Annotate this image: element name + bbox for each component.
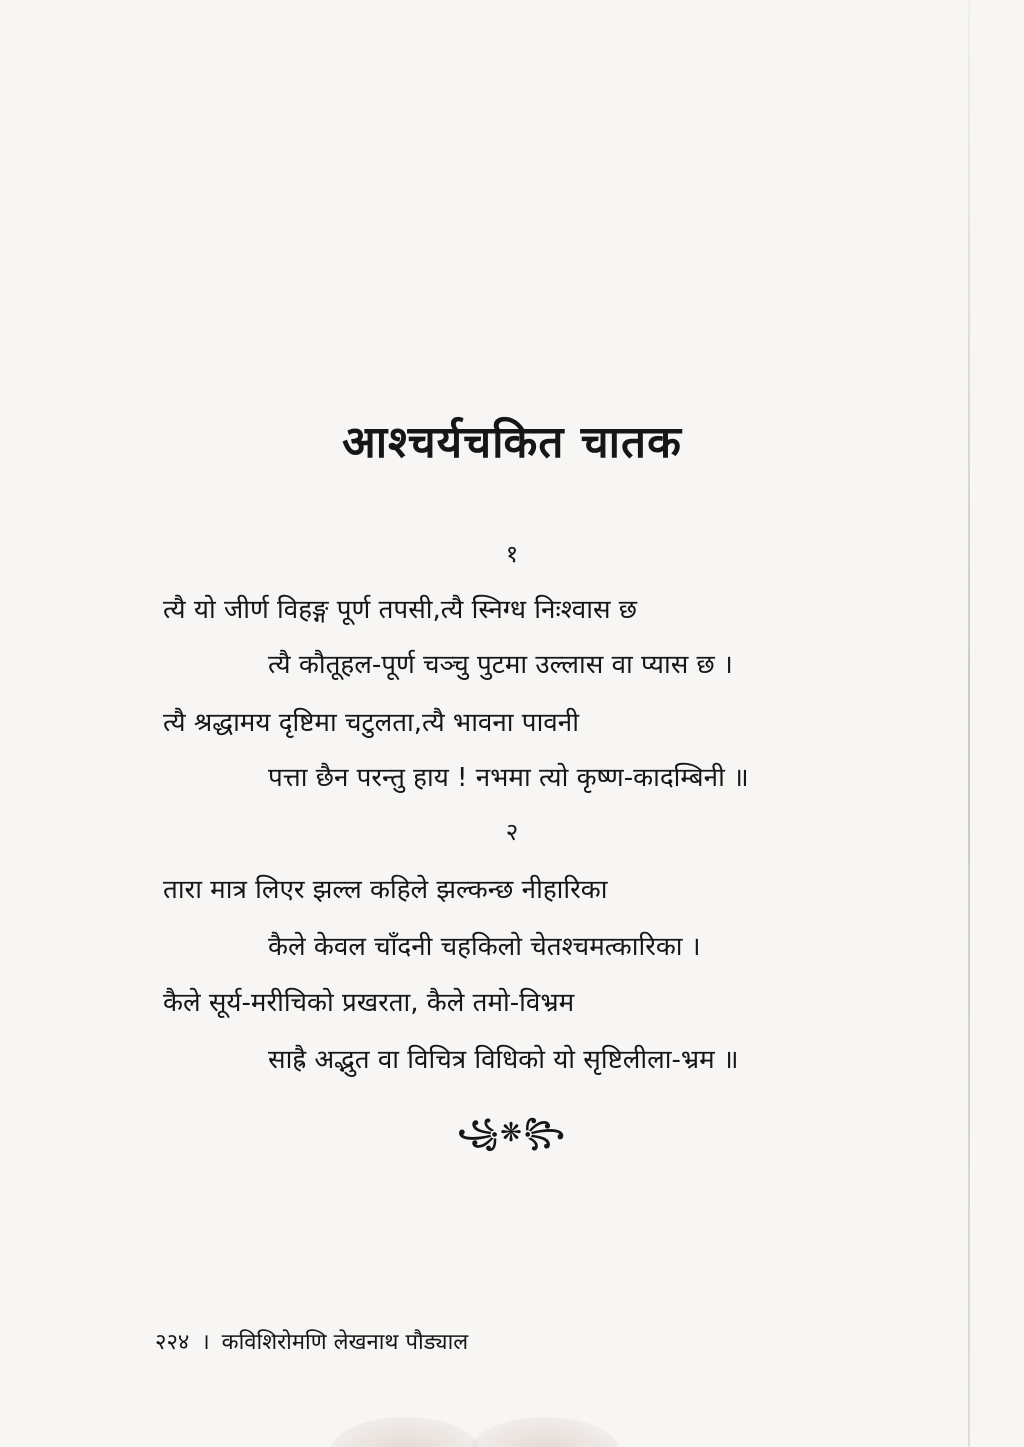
- verse-line: कैले केवल चाँदनी चहकिलो चेतश्चमत्कारिका ।: [268, 932, 701, 962]
- verse-line: त्यै श्रद्धामय दृष्टिमा चटुलता,त्यै भावना पावनी: [163, 708, 579, 738]
- page-number: २२४: [155, 1330, 190, 1355]
- verse-line: त्यै यो जीर्ण विहङ्ग पूर्ण तपसी,त्यै स्निग्ध निःश्वास छ: [163, 595, 638, 625]
- stanza-number-1: १: [505, 540, 519, 568]
- verse-line: पत्ता छैन परन्तु हाय ! नभमा त्यो कृष्ण-कादम्बिनी ॥: [268, 763, 749, 793]
- verse-line: कैले सूर्य-मरीचिको प्रखरता, कैले तमो-विभ्रम: [163, 988, 575, 1018]
- verse-line: त्यै कौतूहल-पूर्ण चञ्चु पुटमा उल्लास वा प्यास छ ।: [268, 650, 733, 680]
- stanza-number-2: २: [505, 818, 519, 846]
- verse-line: साह्रै अद्भुत वा विचित्र विधिको यो सृष्टिलीला-भ्रम ॥: [268, 1045, 739, 1075]
- flower-ornament-icon: ꧁❋꧂: [457, 1118, 567, 1148]
- finger-shadow: [330, 1417, 480, 1447]
- footer-separator: ।: [201, 1330, 210, 1355]
- page-edge-line: [968, 0, 970, 1447]
- finger-shadow: [470, 1417, 620, 1447]
- poem-title: आश्चर्यचकित चातक: [342, 417, 682, 468]
- page-footer: [155, 1326, 468, 1356]
- verse-line: तारा मात्र लिएर झल्ल कहिले झल्कन्छ नीहारिका: [163, 875, 608, 905]
- book-title: कविशिरोमणि लेखनाथ पौड्याल: [221, 1330, 469, 1355]
